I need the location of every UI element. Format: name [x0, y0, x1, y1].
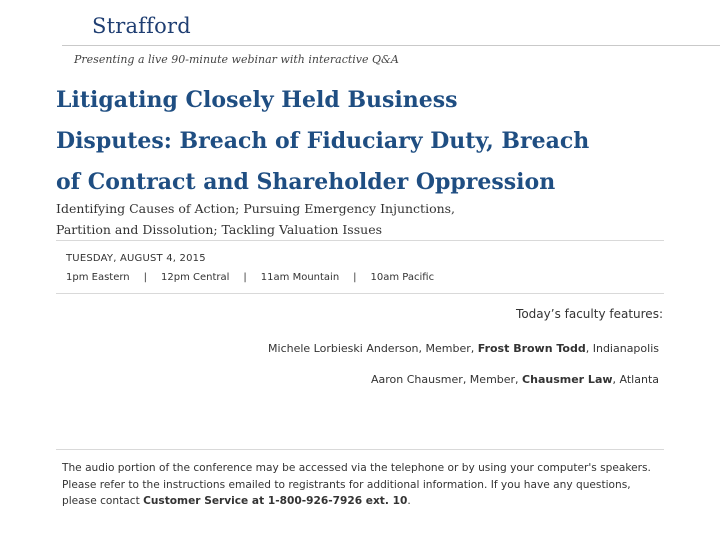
audio-notice [62, 460, 662, 510]
faculty-firm: Chausmer Law [522, 373, 613, 386]
tagline: Presenting a live 90-minute webinar with interactive Q&A [74, 53, 399, 66]
title-line: of Contract and Shareholder Oppression [56, 169, 556, 195]
time-separator: | [143, 272, 148, 283]
time-central: 12pm Central [161, 272, 230, 283]
divider [56, 449, 664, 450]
header-divider [62, 45, 720, 46]
divider [56, 293, 664, 294]
faculty-location: , Indianapolis [585, 342, 659, 355]
webinar-subtitle [56, 198, 656, 240]
faculty-location: , Atlanta [612, 373, 659, 386]
event-date: TUESDAY, AUGUST 4, 2015 [66, 253, 206, 264]
faculty-member [268, 342, 659, 355]
faculty-firm: Frost Brown Todd [477, 342, 586, 355]
faculty-member [371, 373, 659, 386]
time-separator: | [243, 272, 247, 283]
subtitle-line: Partition and Dissolution; Tackling Valuation Issues [56, 222, 383, 237]
time-separator: | [353, 272, 357, 283]
subtitle-line: Identifying Causes of Action; Pursuing Emergency Injunctions, [56, 201, 456, 216]
title-line: Litigating Closely Held Business [56, 87, 458, 113]
webinar-title [56, 80, 676, 203]
event-times [66, 272, 434, 283]
customer-service-contact: Customer Service at 1-800-926-7926 ext. 10 [143, 495, 408, 507]
audio-text: The audio portion of the conference may be accessed via the telephone or by using your computer's speakers. Please refer to the instructions emailed to registrants for additional information. If you have any questions, please contact [62, 462, 651, 507]
strafford-logo: Strafford [92, 14, 191, 38]
time-pacific: 10am Pacific [370, 272, 435, 283]
audio-end: . [407, 495, 411, 507]
time-mountain: 11am Mountain [260, 272, 340, 283]
title-line: Disputes: Breach of Fiduciary Duty, Breach [56, 128, 590, 154]
divider [56, 240, 664, 241]
faculty-name: Michele Lorbieski Anderson, Member, [268, 342, 478, 355]
time-eastern: 1pm Eastern [66, 272, 130, 283]
faculty-name: Aaron Chausmer, Member, [370, 373, 523, 386]
faculty-heading: Today’s faculty features: [516, 307, 663, 321]
